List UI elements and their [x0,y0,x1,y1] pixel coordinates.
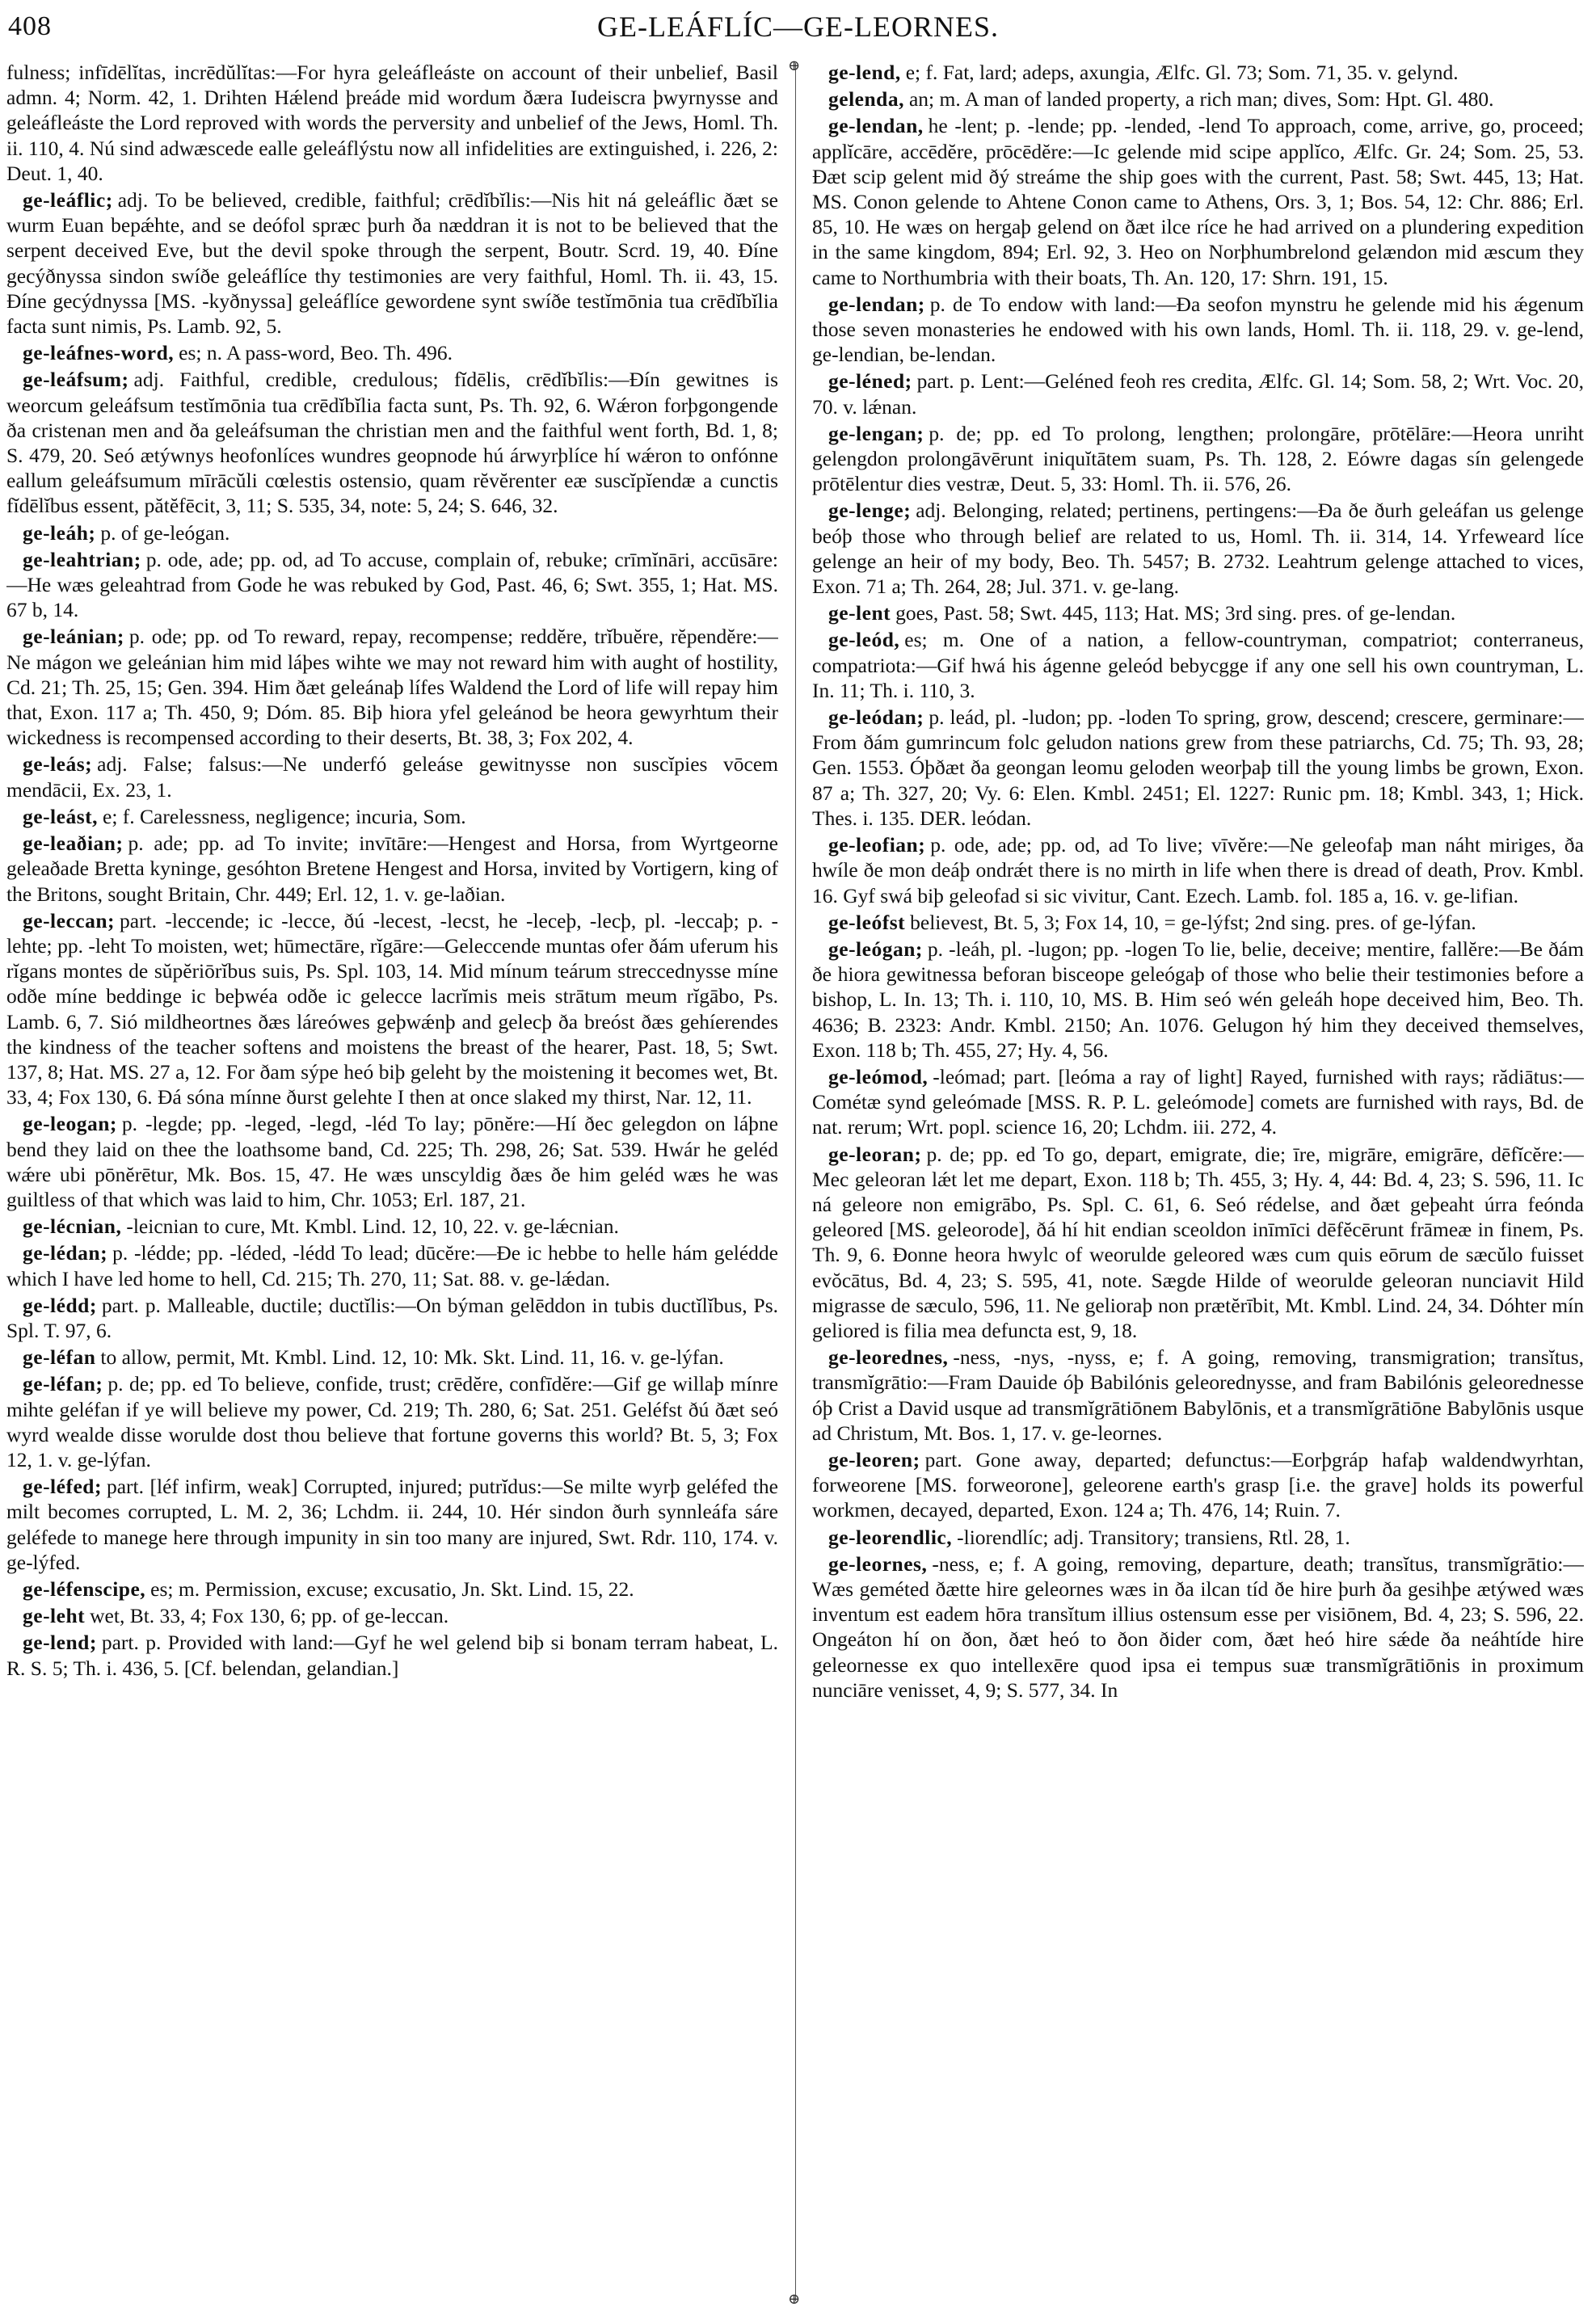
entry-definition: part. p. Lent:—Geléned feoh res credita, Ælfc. Gl. 14; Som. 58, 2; Wrt. Voc. 20, 70. v. lǽnan. [812,369,1584,419]
entry-definition: adj. To be believed, credible, faithful; crēdĭbĭlis:—Nis hit ná geleáflic ðæt se wurm Euan bepǽhte, and se deófol spræc þurh ða næddran it is not to be believed that the serpent deceived Eve, but the devil spoke through the serpent, Boutr. Scrd. 19, 40. Ðíne gecýðnyssa sindon swíðe geleáflíce thy testimonies are very faithful, Homl. Th. ii. 43, 15. Ðíne gecýdnyssa [MS. -kyðnyssa] geleáflíce gewordene synt swíðe testĭmōnia tua crēdĭbĭlia facta sunt nimis, Ps. Lamb. 92, 5. [6,188,778,339]
entry-headword: ge-leoren; [828,1447,920,1471]
entry-headword: ge-leómod, [828,1064,929,1088]
entry-headword: ge-leogan; [23,1112,117,1136]
entry-definition: p. de; pp. ed To believe, confide, trust; crēdĕre, confīdĕre:—Gif ge willaþ mínre mihte geléfan if ye will believe my power, Cd. 219; Th. 280, 6; Sat. 251. Geléfst ðú ðæt seó wyrd wealde disse worulde dost thou believe that fortune governs this world? Bt. 5, 3; Fox 12, 1. v. ge-lýfan. [6,1372,778,1471]
entry-definition: believest, Bt. 5, 3; Fox 14, 10, = ge-lýfst; 2nd sing. pres. of ge-lýfan. [910,910,1476,934]
entry-headword: ge-leódan; [828,705,924,730]
dictionary-entry [6,1474,778,1575]
entry-headword: ge-lenge; [828,499,912,523]
entry-headword: ge-léfed; [23,1475,102,1499]
entry-definition: p. de To endow with land:—Ða seofon mynstru he gelende mid his ǽgenum those seven monasteries he endowed with his own lands, Homl. Th. ii. 118, 29. v. ge-lend, ge-lendian, be-lendan. [812,292,1584,367]
dictionary-entry [812,1345,1584,1446]
dictionary-entry [6,804,778,829]
entry-definition: -leómad; part. [leóma a ray of light] Rayed, furnished with rays; rădiātus:—Cométæ synd geleómade [MSS. R. P. L. geleómode] comets are furnished with rays, Bd. de nat. rerum; Wrt. popl. science 16, 20; Lchdm. iii. 272, 4. [812,1064,1584,1139]
entry-definition: p. de; pp. ed To prolong, lengthen; prolongāre, prōtēlāre:—Heora unriht gelengdon prolongāvērunt iniquĭtātem suam, Ps. Th. 128, 2. Eówre dagas sín gelengede prōtēlentur dies vestræ, Deut. 5, 33: Homl. Th. ii. 576, 26. [812,421,1584,496]
entry-definition: e; f. Fat, lard; adeps, axungia, Ælfc. Gl. 73; Som. 71, 35. v. gelynd. [905,61,1459,84]
dictionary-entry [812,421,1584,497]
entry-headword: ge-lend; [23,1631,97,1655]
entry-headword: ge-leahtrian; [23,547,141,571]
entry-headword: ge-leást, [23,804,99,828]
entry-headword: ge-leccan; [23,908,116,932]
dictionary-entry [812,1447,1584,1523]
entry-definition: es; m. Permission, excuse; excusatio, Jn. Skt. Lind. 15, 22. [150,1576,634,1601]
dictionary-entry [6,547,778,623]
dictionary-entry [812,627,1584,703]
entry-definition: e; f. Carelessness, negligence; incuria, Som. [103,804,466,828]
entry-definition: part. p. Provided with land:—Gyf he wel gelend biþ si bonam terram habeat, L. R. S. 5; Th. i. 436, 5. [Cf. belendan, gelandian.] [6,1631,778,1680]
dictionary-entry [812,1064,1584,1140]
dictionary-entry [6,751,778,802]
entry-definition: p. -legde; pp. -leged, -legd, -léd To lay; pōnĕre:—Hí ðec gelegdon on láþne bend they laid on thee the loathsome band, Cd. 225; Th. 298, 26; Sat. 539. Hwár he geléd wǽre ubi pōnĕrētur, Mk. Bos. 15, 47. He wæs unscyldig ðæs ðe him geléd wæs he was guiltless of that which was laid to him, Chr. 1053; Erl. 187, 21. [6,1112,778,1211]
entry-headword: ge-leornes, [828,1551,928,1576]
entry-definition: p. ade; pp. ad To invite; invītāre:—Hengest and Horsa, from Wyrtgeorne geleaðade Bretta kyninge, gesóhton Bretene Hengest and Horsa, invited by Vortigern, king of the Britons, sought Britain, Chr. 449; Erl. 12, 1. v. ge-laðian. [6,831,778,906]
dictionary-entry [812,368,1584,419]
dictionary-entry [6,520,778,545]
entry-definition: es; n. A pass-word, Beo. Th. 496. [179,341,453,365]
dictionary-entry [6,340,778,365]
entry-headword: ge-leánian; [23,625,124,649]
dictionary-entry [6,1345,778,1370]
entry-headword: ge-leás; [23,752,93,777]
entry-definition: goes, Past. 58; Swt. 445, 113; Hat. MS; 3rd sing. pres. of ge-lendan. [895,601,1456,625]
entry-definition: adj. False; falsus:—Ne underfó geleáse gewitnysse non suscĭpies vōcem mendācii, Ex. 23, 1. [6,752,778,802]
entry-definition: es; m. One of a nation, a fellow-countryman, compatriot; conterraneus, compatriota:—Gif hwá his ágenne geleód bebycgge if any one sell his own countryman, L. In. 11; Th. i. 110, 3. [812,628,1584,702]
entry-headword: gelenda, [828,87,904,112]
dictionary-entry [6,187,778,339]
entry-definition: part. Gone away, departed; defunctus:—Eorþgráp hafaþ waldendwyrhtan, forweorene [MS. forweorone], geleorene earth's grasp [i.e. the grave] holds its powerful workmen, decayed, departed, Exon. 124 a; Th. 476, 14; Ruin. 7. [812,1447,1584,1522]
entry-headword: ge-lendan; [828,292,925,316]
dictionary-entry [6,908,778,1110]
entry-definition: he -lent; p. -lende; pp. -lended, -lend To approach, come, arrive, go, proceed; applĭcāre, accēdĕre, prōcēdĕre:—Ic gelende mid scipe applĭco, Ælfc. Gr. 24; Som. 25, 53. Ðæt scip gelent mid ðý streáme the ship goes with the current, Past. 58; Swt. 445, 13; Hat. MS. Conon gelende to Ahtene Conon came to Athens, Ors. 3, 1; Bos. 54, 12: Chr. 886; Erl. 85, 10. He wæs on hergaþ gelend on ðæt ilce ríce he had arrived on a plundering expedition in the same kingdom, 894; Erl. 92, 3. Heo on Norþhumbrelond gelændon mid æscum they came to Northumbria with their boats, Th. An. 120, 17: Shrn. 191, 15. [812,114,1584,289]
page-number: 408 [8,11,52,41]
dictionary-entry [812,1525,1584,1550]
dictionary-entry [812,292,1584,368]
dictionary-entry [6,1111,778,1212]
dictionary-entry [812,1551,1584,1703]
entry-headword: ge-leáh; [23,520,96,545]
entry-headword: ge-leaðian; [23,831,124,856]
entry-definition: fulness; infīdēlĭtas, incrēdŭlĭtas:—For hyra geleáfleáste on account of their unbelief, Basil admn. 4; Norm. 42, 1. Drihten Hǽlend þreáde mid wordum ðæra Iudeiscra þwyrnysse and geleáfleáste the Lord reproved with words the perversity and unbelief of the Jews, Homl. Th. ii. 110, 4. Nú sind adwæscede ealle geleáflýstu now all infidelities are extinguished, i. 226, 2: Deut. 1, 40. [6,61,778,185]
entry-headword: ge-leorednes, [828,1345,949,1370]
dictionary-entry [6,1371,778,1472]
entry-definition: part. [léf infirm, weak] Corrupted, injured; putrĭdus:—Se milte wyrþ geléfed the milt becomes corrupted, L. M. 2, 36; Lchdm. ii. 244, 10. Hér sindon ðurh synnleáfa sáre geléfede to manege here through impunity in sin too many are injured, Swt. Rdr. 110, 174. v. ge-lýfed. [6,1475,778,1574]
dictionary-entry [812,60,1584,85]
dictionary-entry [6,60,778,186]
column-divider [795,63,796,2301]
entry-definition: part. -leccende; ic -lecce, ðú -lecest, -lecst, he -leceþ, -lecþ, pl. -leccaþ; p. -lehte; pp. -leht To moisten, wet; hūmectāre, rĭgāre:—Geleccende muntas ofer ðám uferum his rĭgans montes de sŭpĕriōrĭbus suis, Ps. Spl. 103, 14. Mid mínum teárum streccednysse míne odðe míne beddinge ic beþwéa odðe ic gelecce lacrĭmis meis strātum meum rĭgābo, Ps. Lamb. 6, 7. Sió mildheortnes ðæs láreówes geþwǽnþ and gelecþ ða breóst ðæs gehíerendes the kindness of the teacher softens and moistens the breast of the hearer, Past. 18, 5; Swt. 137, 8; Hat. MS. 27 a, 12. For ðam sýpe heó biþ geleht by the moistening it becomes wet, Bt. 33, 4; Fox 130, 6. Ðá sóna mínne ðurst gelehte I then at once slaked my thirst, Nar. 12, 11. [6,908,778,1109]
entry-headword: ge-lengan; [828,421,924,445]
entry-definition: wet, Bt. 33, 4; Fox 130, 6; pp. of ge-leccan. [90,1604,449,1628]
entry-definition: p. leád, pl. -ludon; pp. -loden To spring, grow, descend; crescere, germinare:—From ðám gumrincum folc geludon nations grew from these patriarchs, Cd. 75; Th. 93, 28; Gen. 1553. Óþðæt ða geongan leomu geloden weorþaþ till the young limbs be grown, Exon. 87 a; Th. 327, 20; Vy. 6: Elen. Kmbl. 2451; El. 1227: Runic pm. 18; Kmbl. 343, 1; Hick. Thes. i. 135. DER. leódan. [812,705,1584,830]
left-column [6,60,778,2302]
entry-headword: ge-léfan; [23,1372,103,1396]
entry-definition: -liorendlíc; adj. Transitory; transiens, Rtl. 28, 1. [957,1525,1350,1549]
dictionary-entry [812,600,1584,625]
dictionary-entry [812,910,1584,935]
entry-headword: ge-leógan; [828,937,923,961]
entry-definition: adj. Faithful, credible, credulous; fĭdēlis, crēdĭbĭlis:—Ðín gewitnes is weorcum geleáfsum testĭmōnia tua crēdĭbĭlia facta sunt, Ps. Th. 92, 6. Wǽron forþgongende ða cristenan men and ða geleáfsuman the christian men and the faithful went forth, Bd. 1, 8; S. 479, 20. Seó ætýwnys heofonlíces wundres geopnode hú árwyrþlíce hí wǽron to onfónne eallum geleáfsumum mīrācŭli cœlestis ostensio, quam rĕvĕrenter eæ suscĭpĭendæ a cunctis fĭdēlĭbus essent, pătĕfēcit, 3, 11; S. 535, 34, note: 5, 24; S. 646, 32. [6,368,778,518]
entry-headword: ge-lendan, [828,114,924,138]
entry-headword: ge-léfan [23,1345,96,1370]
right-column [812,60,1584,2302]
dictionary-entry [6,1630,778,1680]
entry-headword: ge-lent [828,601,891,625]
entry-headword: ge-lédd; [23,1293,97,1317]
entry-headword: ge-lécnian, [23,1214,122,1239]
dictionary-entry [812,937,1584,1063]
entry-definition: to allow, permit, Mt. Kmbl. Lind. 12, 10: Mk. Skt. Lind. 11, 16. v. ge-lýfan. [100,1345,724,1370]
entry-headword: ge-leoran; [828,1142,922,1166]
entry-definition: -ness, -nys, -nyss, e; f. A going, removing, transmigration; transĭtus, transmĭgrātio:—Fram Dauide óþ Babilónis geleorednysse, and fram Babilónis geleorednesse óþ Crist a David usque ad transmĭgrātiōnem Babylōnis, et a transmĭgrātiōne Babylōnis usque ad Christum, Mt. Bos. 1, 17. v. ge-leornes. [812,1345,1584,1445]
entry-headword: ge-leáfnes-word, [23,341,175,365]
entry-definition: p. -leáh, pl. -lugon; pp. -logen To lie, belie, deceive; mentire, fallĕre:—Be ðám ðe hiora gewitnessa beforan bisceope geleógaþ of those who belie their testimonies before a bishop, L. In. 13; Th. i. 110, 10, MS. B. Him seó wén geleáh hope deceived him, Beo. Th. 4636; B. 2323: Andr. Kmbl. 2150; An. 1076. Gelugon hý him they deceived themselves, Exon. 118 b; Th. 455, 27; Hy. 4, 56. [812,937,1584,1062]
divider-ornament-bottom: ⊕ [788,2291,801,2307]
dictionary-entry [6,367,778,518]
entry-headword: ge-leód, [828,628,900,652]
entry-definition: p. de; pp. ed To go, depart, emigrate, die; īre, migrāre, emigrāre, dēfĭcĕre:—Mec geleoran lǽt let me depart, Exon. 118 b; Th. 455, 3; Hy. 4, 44: Bd. 4, 23; S. 596, 11. Ic ná geleore non emigrābo, Ps. Spl. C. 61, 6. Seó rédelse, and ðæt geþeaht úrra feónda geleored [MS. geleorode], ðá hí hit endian sceoldon inīmīci dēfĕcērunt frāmeæ in finem, Ps. Th. 9, 6. Ðonne heora hwylc of weorulde geleored wæs cum quis eōrum de sæcŭlo fuisset evŏcātus, Bd. 4, 23; S. 595, 41, note. Sægde Hilde of weorulde geleoran nunciavit Hild migrasse de sæculo, 596, 11. Ne gelioraþ non prætĕrībit, Mt. Kmbl. Lind. 24, 34. Dóhter mín geliored is filia mea defuncta est, 9, 18. [812,1142,1584,1342]
running-head: GE-LEÁFLÍC—GE-LEORNES. [597,11,999,43]
entry-headword: ge-leáfsum; [23,368,129,392]
entry-definition: part. p. Malleable, ductile; ductĭlis:—On býman gelēddon in tubis ductĭlĭbus, Ps. Spl. T. 97, 6. [6,1293,778,1342]
dictionary-entry [812,86,1584,112]
entry-definition: adj. Belonging, related; pertinens, pertingens:—Ða ðe ðurh geleáfan us gelenge beóþ those who through belief are related to us, Homl. Th. ii. 314, 14. Yrfeweard líce gelenge an heir of my body, Beo. Th. 5457; B. 2732. Leahtrum gelenge attached to vices, Exon. 71 a; Th. 264, 28; Jul. 371. v. ge-lang. [812,499,1584,599]
entry-definition: p. -lédde; pp. -léded, -lédd To lead; dūcĕre:—Ðe ic hebbe to helle hám gelédde which I have led home to hell, Cd. 215; Th. 270, 11; Sat. 88. v. ge-lǽdan. [6,1241,778,1290]
dictionary-entry [812,498,1584,599]
divider-ornament-top: ⊕ [788,57,801,74]
dictionary-entry [812,1142,1584,1344]
entry-headword: ge-lédan; [23,1241,108,1265]
entry-definition: -ness, e; f. A going, removing, departure, death; transĭtus, transmĭgrātio:—Wæs geméted ðætte hire geleornes wæs in ða ilcan tíd ðe hire þurh ða gesihþe ætýwed wæs inventum est eadem hōra transĭtum illius ostensum esse per visiōnem, Bd. 4, 23; S. 596, 22. Ongeáton hí on ðon, ðæt heó to ðon ðider com, ðæt heó hire sǽde ða neáhtíde hire geleornesse ex quo intellexēre quod ipsa ei tempus suæ transmĭgrātiōnis in proximum nunciāre venisset, 4, 9; S. 577, 34. In [812,1551,1584,1702]
dictionary-entry [6,1214,778,1239]
entry-definition: p. of ge-leógan. [100,520,230,545]
entry-definition: -leicnian to cure, Mt. Kmbl. Lind. 12, 10, 22. v. ge-lǽcnian. [126,1214,619,1239]
entry-headword: ge-léfenscipe, [23,1576,146,1601]
entry-definition: p. ode, ade; pp. od, ad To live; vīvĕre:—Ne geleofaþ man náht miriges, ða hwíle ðe mon deáþ ondrǽt there is no mirth in life when there is dread of death, Prov. Kmbl. 16. Gyf swá biþ geleofad si sic vivitur, Cant. Ezech. Lamb. fol. 185 a, 16. v. ge-lifian. [812,833,1584,907]
dictionary-entry [812,832,1584,908]
entry-headword: ge-leht [23,1604,86,1628]
entry-definition: an; m. A man of landed property, a rich man; dives, Som: Hpt. Gl. 480. [908,87,1494,112]
dictionary-entry [812,705,1584,831]
dictionary-entry [6,1293,778,1343]
dictionary-entry [6,624,778,750]
dictionary-entry [6,831,778,907]
dictionary-entry [812,113,1584,289]
entry-headword: ge-leorendlic, [828,1525,953,1549]
entry-headword: ge-leófst [828,910,906,934]
entry-headword: ge-léned; [828,369,912,394]
entry-headword: ge-leáflic; [23,188,113,213]
entry-definition: p. ode; pp. od To reward, repay, recompense; reddĕre, trĭbuĕre, rĕpendĕre:—Ne mágon we geleánian him mid láþes wihte we may not reward him with aught of hostility, Cd. 21; Th. 25, 15; Gen. 394. Him ðæt geleánaþ lífes Waldend the Lord of life will repay him that, Exon. 117 a; Th. 450, 9; Dóm. 85. Biþ hiora yfel geleánod be heora gewyrhtum their wickedness is recompensed according to their deserts, Bt. 38, 3; Fox 202, 4. [6,625,778,750]
dictionary-entry [6,1240,778,1290]
entry-definition: p. ode, ade; pp. od, ad To accuse, complain of, rebuke; crīmĭnāri, accūsāre:—He wæs geleahtrad from Gode he was rebuked by God, Past. 46, 6; Swt. 355, 1; Hat. MS. 67 b, 14. [6,547,778,622]
entry-headword: ge-lend, [828,61,901,84]
dictionary-entry [6,1576,778,1602]
dictionary-entry [6,1603,778,1628]
entry-headword: ge-leofian; [828,833,926,857]
